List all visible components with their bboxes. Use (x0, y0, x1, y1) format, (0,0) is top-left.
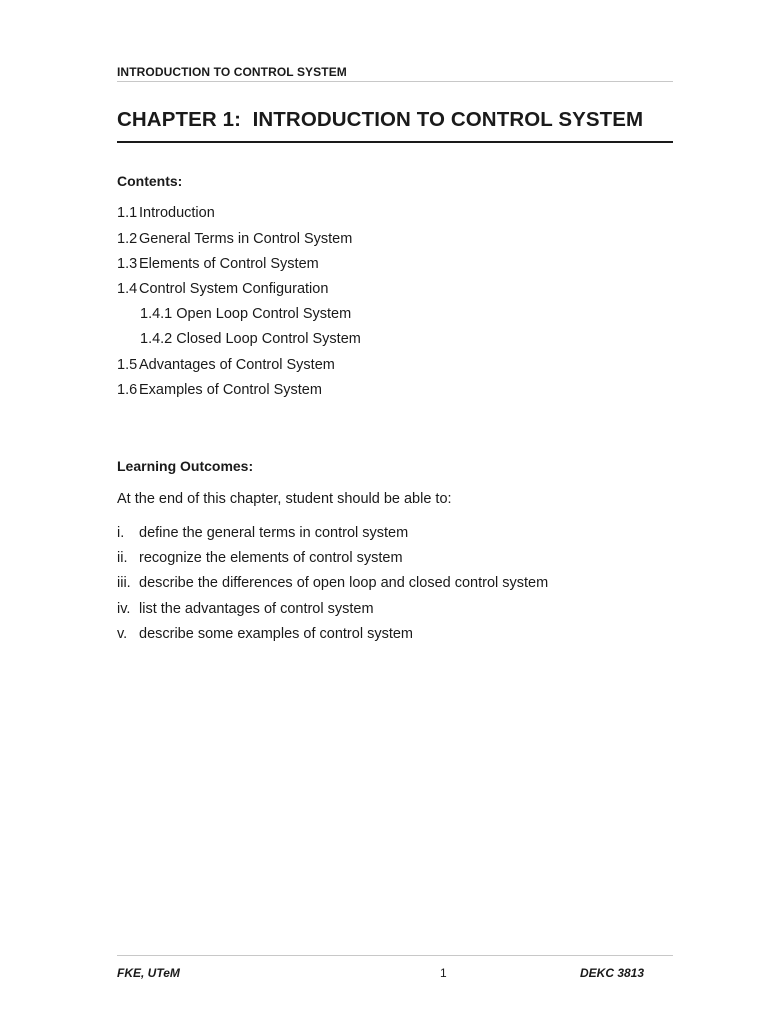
outcome-item (117, 550, 403, 566)
toc-item (117, 382, 322, 398)
outcome-text: list the advantages of control system (139, 601, 374, 617)
toc-label: Advantages of Control System (139, 357, 335, 373)
footer-institution: FKE, UTeM (117, 966, 180, 980)
learning-outcomes-intro: At the end of this chapter, student should be able to: (117, 491, 452, 507)
running-header: INTRODUCTION TO CONTROL SYSTEM (117, 65, 347, 79)
toc-subitem: 1.4.1 Open Loop Control System (140, 306, 352, 322)
outcome-numeral: iv. (117, 601, 131, 617)
course-code: DEKC 3813 (580, 966, 645, 980)
toc-item (117, 231, 352, 247)
outcome-numeral: i. (117, 525, 125, 541)
toc-number: 1.1 (117, 205, 138, 221)
toc-number: 1.5 (117, 357, 138, 373)
outcome-text: recognize the elements of control system (139, 550, 403, 566)
toc-subitem: 1.4.2 Closed Loop Control System (140, 331, 361, 347)
footer-divider (117, 955, 673, 956)
toc-label: Elements of Control System (139, 256, 319, 272)
toc-label: General Terms in Control System (139, 231, 353, 247)
contents-heading: Contents: (117, 173, 183, 189)
outcome-item (117, 575, 548, 591)
toc-label: Control System Configuration (139, 281, 329, 297)
toc-label: Introduction (139, 205, 215, 221)
learning-outcomes-heading: Learning Outcomes: (117, 458, 254, 474)
toc-item (117, 205, 215, 221)
toc-number: 1.4 (117, 281, 138, 297)
outcome-text: describe some examples of control system (139, 626, 413, 642)
toc-number: 1.6 (117, 382, 138, 398)
outcome-item (117, 601, 374, 617)
outcome-item (117, 525, 408, 541)
outcome-text: define the general terms in control system (139, 525, 409, 541)
outcome-item (117, 626, 413, 642)
outcome-numeral: ii. (117, 550, 128, 566)
outcome-numeral: iii. (117, 575, 131, 591)
toc-number: 1.2 (117, 231, 138, 247)
chapter-title: CHAPTER 1: INTRODUCTION TO CONTROL SYSTEM (117, 108, 644, 131)
toc-item (117, 256, 319, 272)
toc-label: Examples of Control System (139, 382, 322, 398)
title-divider (117, 141, 673, 143)
outcome-numeral: v. (117, 626, 128, 642)
outcome-text: describe the differences of open loop and closed control system (139, 575, 549, 591)
page-number: 1 (440, 966, 447, 980)
toc-item (117, 357, 335, 373)
header-divider (117, 81, 673, 82)
toc-item (117, 281, 328, 297)
toc-number: 1.3 (117, 256, 138, 272)
